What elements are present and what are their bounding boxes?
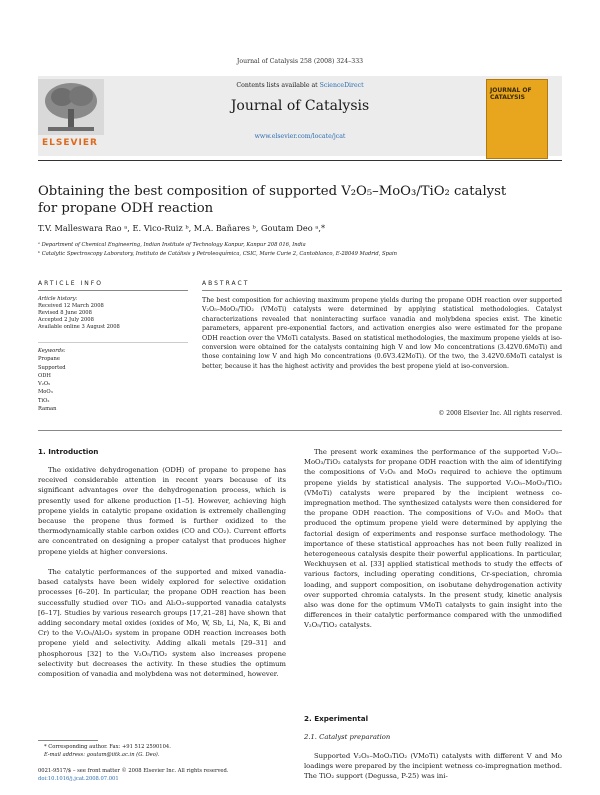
intro-paragraph-1: The oxidative dehydrogenation (ODH) of propane to propene has received considerable attention in recent years because of its significant advantages over the dehydrogenation process, which is presently used for alkene production [1–5]. However, achieving high propene yields in catalytic propane oxidation is extremely challenging because the propene thus formed is further oxidized to the thermodynamically stable carbon oxides (CO and CO₂). Current efforts are concentrated on designing a proper catalyst that produces higher propene yields at higher conversions. (38, 466, 286, 556)
header-divider (38, 160, 562, 161)
journal-url-link[interactable]: www.elsevier.com/locate/jcat (254, 133, 346, 140)
catalyst-prep-heading: 2.1. Catalyst preparation (304, 733, 391, 741)
corresponding-author-note: * Corresponding author. Fax: +91 512 2590104. (44, 744, 171, 750)
history-label: Article history: (38, 296, 78, 302)
abstract-heading: ABSTRACT (202, 280, 250, 287)
contents-prefix: Contents lists available at (236, 82, 320, 89)
author-list: T.V. Malleswara Rao ᵃ, E. Vico-Ruiz ᵇ, M.A. Bañares ᵇ, Goutam Deo ᵃ,* (38, 223, 326, 233)
journal-title: Journal of Catalysis (230, 98, 370, 114)
abstract-copyright: © 2008 Elsevier Inc. All rights reserved. (438, 410, 562, 417)
title-line-1: Obtaining the best composition of supported V₂O₅–MoO₃/TiO₂ catalyst (38, 184, 507, 199)
info-divider (38, 342, 188, 343)
right-paragraph-2: Supported V₂O₅–MoO₃TiO₂ (VMoTi) catalysts with different V and Mo loadings were prepared by the incipient wetness co-impregnation method. The TiO₂ support (Degussa, P-25) was ini- (304, 752, 562, 781)
intro-paragraph-2: The catalytic performances of the supported and mixed vanadia-based catalysts have been widely explored for selective oxidation processes [6–20]. In particular, the propane ODH reaction has been successfully studied over TiO₂ and Al₂O₃-supported vanadia catalysts [6–17]. Studies by various research groups [17,21–28] have shown that adding secondary metal oxides (oxides of Mo, W, Sb, Li, Na, K, Bi and Cr) to the V₂O₅/Al₂O₃ system in propane ODH reaction increases both propene yield and selectivity. Adding alkali metals [29–31] and phosphorous [32] to the V₂O₅/TiO₂ system also increases propene selectivity but decreases the activity. In these studies the optimum composition of vanadia and molybdena was not determined, however. (38, 568, 286, 679)
history-online: Available online 3 August 2008 (38, 324, 120, 331)
right-paragraph-1: The present work examines the performance of the supported V₂O₅–MoO₃/TiO₂ catalysts for propane ODH reaction with the aim of identifying the compositions of V₂O₅ and MoO₃ required to achieve the optimum propene yields by statistical analysis. The supported V₂O₅–MoO₃/TiO₂ (VMoTi) catalysts were prepared by the incipient wetness co-impregnation method. The synthesized catalysts were then considered for the propane ODH reaction. The compositions of V₂O₅ and MoO₃ that produced the optimum propene yield were determined by applying the factorial design of experiments and response surface methodology. The importance of these statistical approaches has not been fully realized in heterogeneous catalysis despite their powerful applications. In particular, Weckhuysen et al. [33] applied statistical methods to study the effects of various factors, including operating conditions, Cr-speciation, chromia loading, and support composition, on isobutane dehydrogenation activity over supported chromia catalysts. In the present study, kinetic analysis also was done for the optimum VMoTi catalysts to gain insight into the differences in their catalytic performance compared with the unmodified V₂O₅/TiO₂ catalysts. (304, 448, 562, 630)
affiliation-b: ᵇ Catalytic Spectroscopy Laboratory, Instituto de Catálisis y Petroleoquímica, CSIC, Marie Curie 2, Cantoblanco, E-28049 Madrid, Spain (38, 251, 397, 257)
abstract-bottom-rule (38, 430, 562, 431)
article-title (38, 183, 562, 217)
citation: Journal of Catalysis 258 (2008) 324–333 (236, 58, 364, 65)
publisher-name: ELSEVIER (42, 138, 98, 148)
article-history (38, 296, 188, 331)
article-info-rule (38, 290, 188, 291)
history-accepted: Accepted 2 July 2008 (38, 317, 94, 324)
intro-heading: 1. Introduction (38, 447, 99, 456)
article-info-heading: ARTICLE INFO (38, 280, 103, 287)
keyword: ODH (38, 372, 51, 379)
history-received: Received 12 March 2008 (38, 303, 104, 310)
abstract-text: The best composition for achieving maximum propene yields during the propane ODH reaction over supported V₂O₅–MoO₃/TiO₂ (VMoTi) catalysts were determined by applying statistical methodologies. Catalyst characterizations revealed that noninteracting surface vanadia and molybdena species exist. The kinetic parameters, apparent pre-exponential factors, and activation energies also were estimated for the propane ODH reaction over the VMoTi catalysts. Based on statistical methodologies, the maximum propene yields at iso-conversion were obtained for the catalysts containing high V and low Mo concentrations (3.42V0.6MoTi) and those containing low V and high Mo concentrations (0.6V3.42MoTi). Of the two, the 3.42V0.6MoTi catalyst is better, because it has the highest activity and provides the best propene yield at iso-conversion. (202, 297, 562, 370)
experimental-heading: 2. Experimental (304, 714, 369, 723)
abstract-rule (202, 290, 562, 291)
keyword: Propane (38, 356, 60, 363)
affiliation-a: ᵃ Department of Chemical Engineering, Indian Institute of Technology Kanpur, Kanpur 208 016, India (38, 242, 306, 248)
doi-link[interactable]: doi:10.1016/j.jcat.2008.07.001 (38, 776, 119, 782)
keyword: Supported (38, 364, 66, 371)
sciencedirect-link[interactable]: ScienceDirect (319, 82, 364, 89)
email-note: E-mail address: goutam@iitk.ac.in (G. Deo). (44, 752, 160, 758)
title-line-2: for propane ODH reaction (38, 201, 214, 216)
keywords (38, 347, 188, 413)
keyword: Raman (38, 406, 57, 413)
keyword: TiO₂ (38, 397, 50, 404)
issn-line: 0021-9517/$ – see front matter © 2008 Elsevier Inc. All rights reserved. (38, 768, 229, 774)
footnote-rule (38, 740, 98, 741)
keywords-label: Keywords: (38, 348, 66, 354)
cover-title: JOURNAL OF CATALYSIS (490, 87, 532, 101)
history-revised: Revised 8 June 2008 (38, 310, 92, 317)
keyword: V₂O₅ (38, 381, 51, 388)
keyword: MoO₃ (38, 389, 53, 396)
